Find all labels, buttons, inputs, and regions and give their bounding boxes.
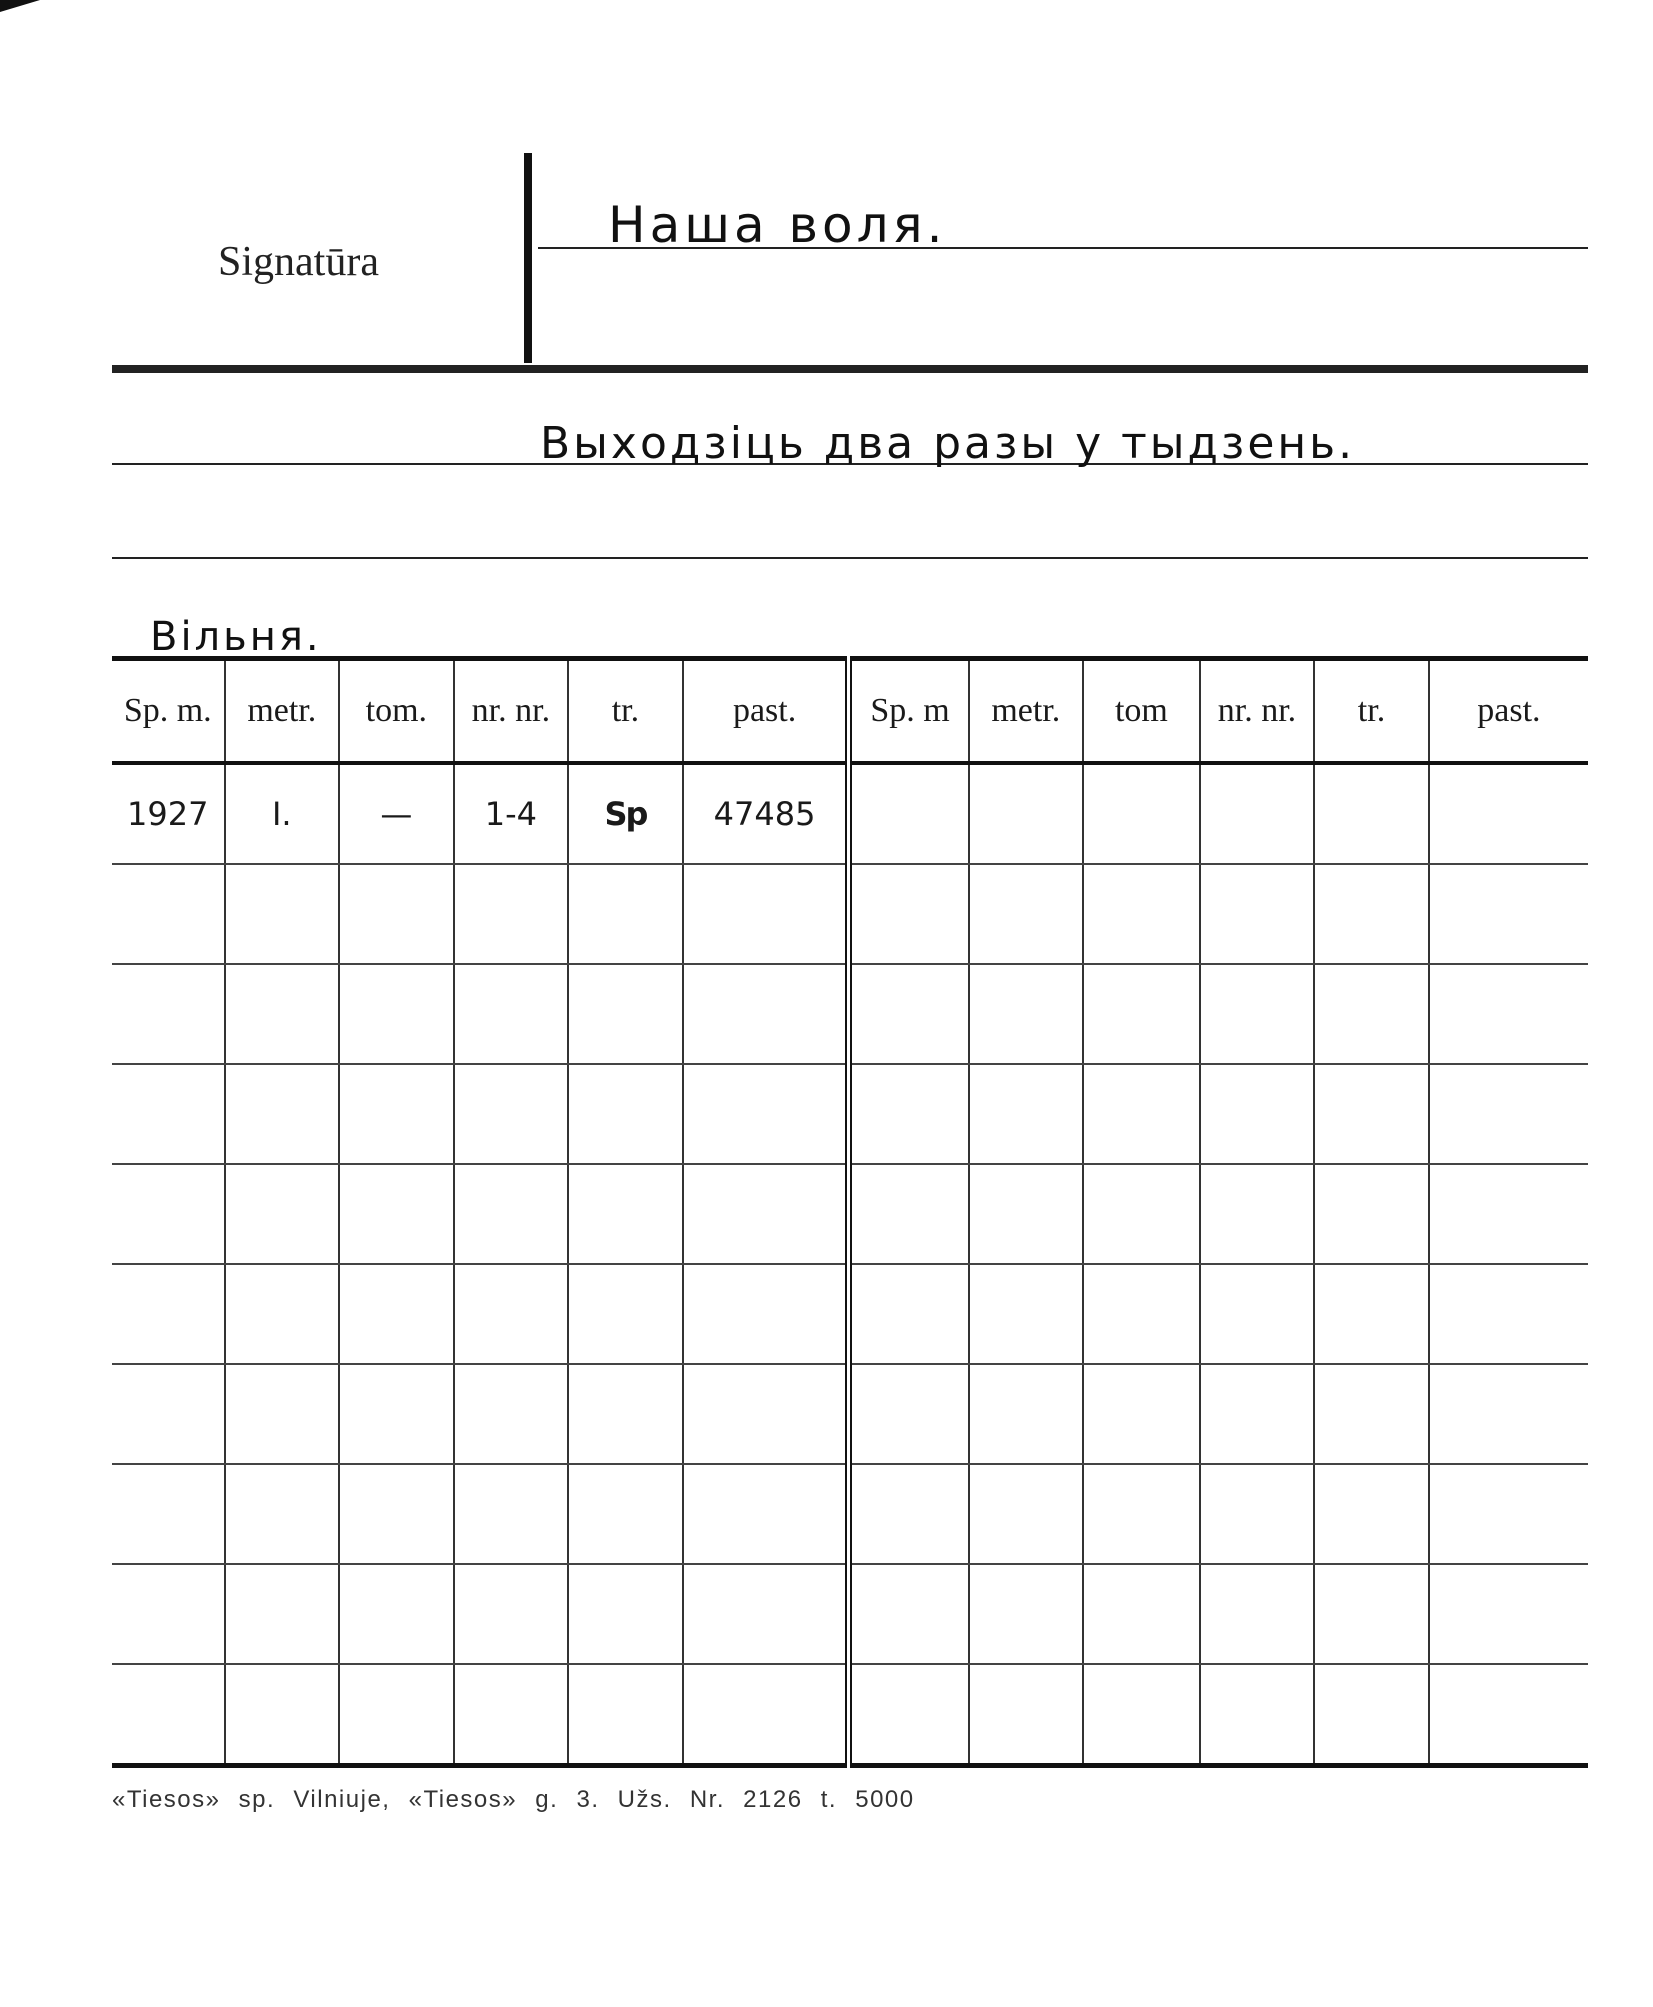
col-header-tom: tom.: [339, 659, 454, 764]
frequency-handwritten: Выходзіць два разы у тыдзень.: [540, 418, 1356, 469]
table-row: [112, 964, 1588, 1064]
col-header-past: past.: [683, 659, 849, 764]
col-header-tom-right: tom: [1083, 659, 1200, 764]
table-row: [112, 1464, 1588, 1564]
table-row: [112, 1264, 1588, 1364]
cell-tom: —: [339, 763, 454, 864]
cell-past: 47485: [683, 763, 849, 864]
cell-nr-nr: 1-4: [454, 763, 569, 864]
table-row: [112, 1564, 1588, 1664]
col-header-tr: tr.: [568, 659, 683, 764]
cell-tr-stamp: Sp: [568, 763, 683, 864]
cell-metr: I.: [225, 763, 340, 864]
cell-sp-m: 1927: [112, 763, 225, 864]
col-header-metr: metr.: [225, 659, 340, 764]
table-row: [112, 1164, 1588, 1264]
table-header-row: [112, 659, 1588, 764]
table-row: [112, 1364, 1588, 1464]
signature-label: Signatūra: [218, 239, 379, 285]
col-header-sp-m-right: Sp. m: [849, 659, 969, 764]
blank-rule: [112, 557, 1588, 559]
title-handwritten: Наша воля.: [608, 196, 947, 254]
header-thick-rule: [112, 365, 1588, 373]
table-row: [112, 763, 1588, 864]
table-row: [112, 864, 1588, 964]
holdings-table: [112, 656, 1588, 1768]
city-handwritten: Вільня.: [150, 614, 322, 660]
col-header-nr-nr-right: nr. nr.: [1200, 659, 1315, 764]
printer-imprint: «Tiesos» sp. Vilniuje, «Tiesos» g. 3. Užs. Nr. 2126 t. 5000: [112, 1786, 915, 1813]
col-header-sp-m: Sp. m.: [112, 659, 225, 764]
table-row: [112, 1064, 1588, 1164]
col-header-metr-right: metr.: [969, 659, 1084, 764]
signature-divider: [524, 153, 532, 363]
table-row: [112, 1664, 1588, 1766]
card-corner-mark: [0, 0, 40, 12]
col-header-nr-nr: nr. nr.: [454, 659, 569, 764]
col-header-tr-right: tr.: [1314, 659, 1429, 764]
col-header-past-right: past.: [1429, 659, 1588, 764]
